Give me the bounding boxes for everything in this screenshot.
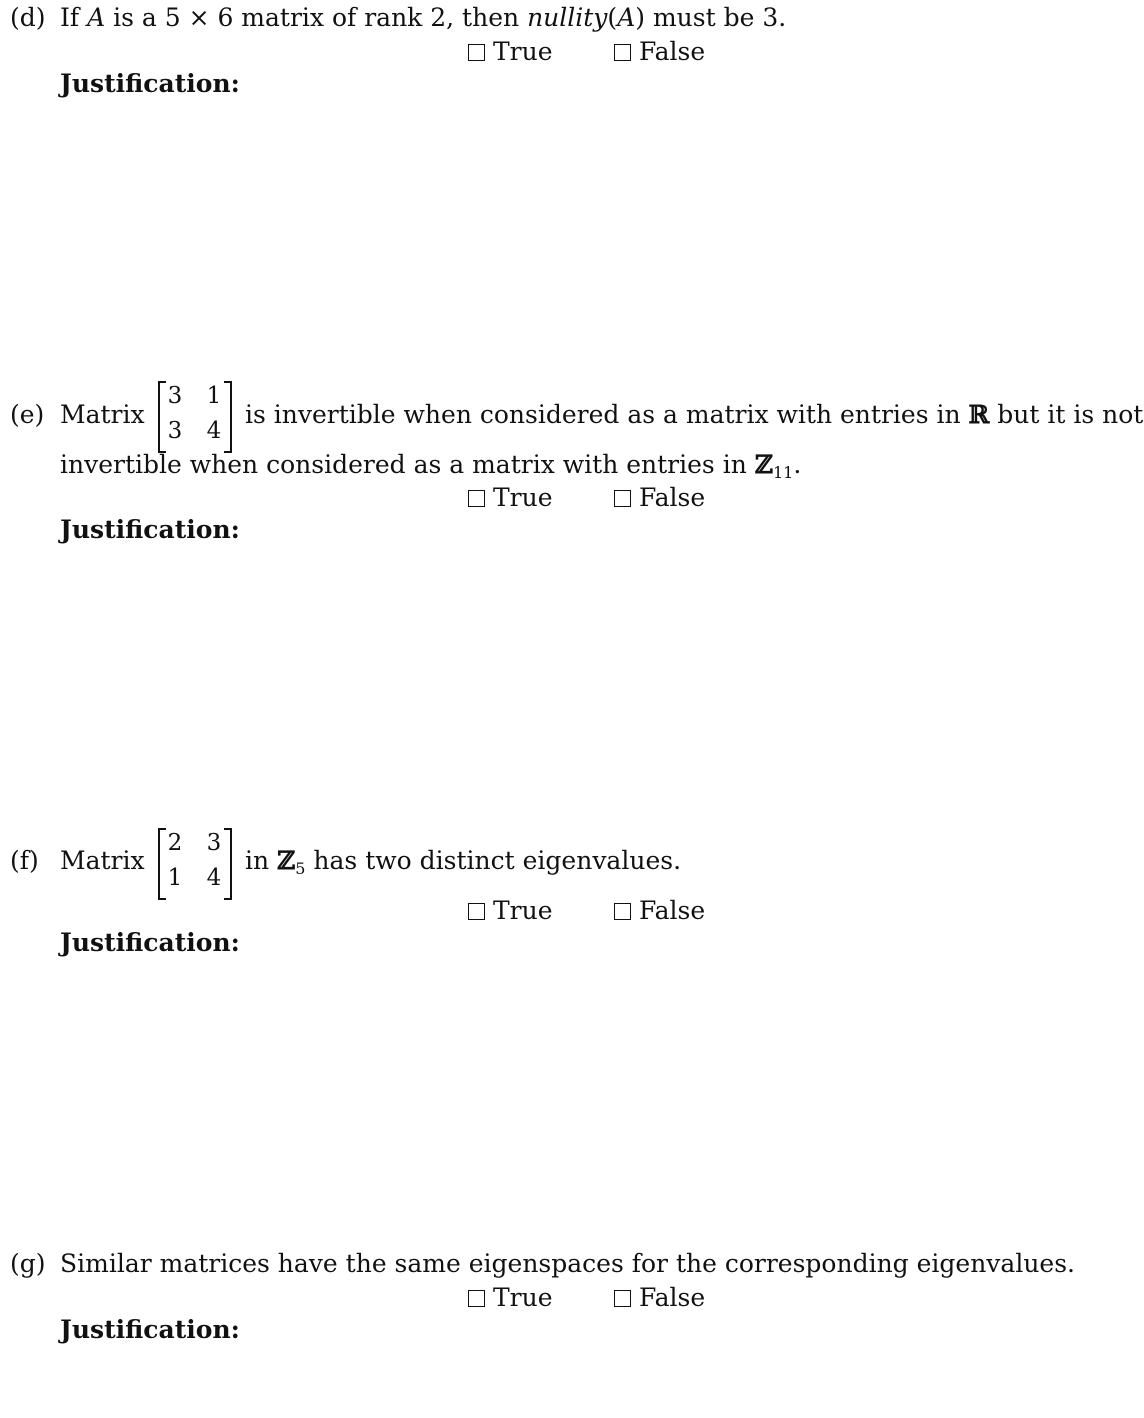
matrix-cell: 2 bbox=[167, 830, 183, 856]
justification-label: Justification: bbox=[60, 928, 240, 957]
false-checkbox[interactable] bbox=[614, 903, 631, 920]
justification-label: Justification: bbox=[60, 1315, 240, 1344]
true-option[interactable]: True bbox=[468, 1283, 553, 1313]
true-option[interactable]: True bbox=[468, 896, 553, 926]
false-checkbox[interactable] bbox=[614, 44, 631, 61]
justification-label: Justification: bbox=[60, 69, 240, 98]
matrix bbox=[158, 828, 232, 898]
matrix-cell: 4 bbox=[206, 418, 222, 444]
matrix-cell: 4 bbox=[206, 865, 222, 891]
matrix bbox=[158, 381, 232, 451]
question-text-line2: invertible when considered as a matrix with entries in ℤ$_{11}$. bbox=[60, 450, 802, 482]
false-checkbox[interactable] bbox=[614, 1290, 631, 1307]
true-checkbox[interactable] bbox=[468, 1290, 485, 1307]
matrix-cell: 3 bbox=[167, 418, 183, 444]
question-text: in ℤ$_5$ has two distinct eigenvalues. bbox=[245, 846, 682, 878]
matrix-cell: 1 bbox=[206, 383, 222, 409]
question-text: If A is a 5 × 6 matrix of rank 2, then nullity(A) must be 3. bbox=[60, 3, 787, 32]
false-option[interactable]: False bbox=[614, 483, 705, 513]
true-option[interactable]: True bbox=[468, 483, 553, 513]
false-option[interactable]: False bbox=[614, 1283, 705, 1313]
false-option[interactable]: False bbox=[614, 896, 705, 926]
right-bracket bbox=[224, 381, 232, 453]
matrix-word: Matrix bbox=[60, 846, 145, 875]
matrix-word: Matrix bbox=[60, 400, 145, 429]
question-label: (g) bbox=[10, 1249, 46, 1278]
question-label: (f) bbox=[10, 846, 39, 875]
matrix-cell: 3 bbox=[206, 830, 222, 856]
false-checkbox[interactable] bbox=[614, 490, 631, 507]
false-option[interactable]: False bbox=[614, 37, 705, 67]
true-checkbox[interactable] bbox=[468, 903, 485, 920]
question-label: (e) bbox=[10, 400, 45, 429]
matrix-cell: 3 bbox=[167, 383, 183, 409]
question-text: Similar matrices have the same eigenspaces for the corresponding eigenvalues. bbox=[60, 1249, 1076, 1278]
true-option[interactable]: True bbox=[468, 37, 553, 67]
true-checkbox[interactable] bbox=[468, 44, 485, 61]
justification-label: Justification: bbox=[60, 515, 240, 544]
matrix-cell: 1 bbox=[167, 865, 183, 891]
question-text: is invertible when considered as a matrix with entries in ℝ but it is not bbox=[245, 400, 1144, 429]
question-label: (d) bbox=[10, 3, 46, 32]
right-bracket bbox=[224, 828, 232, 900]
true-checkbox[interactable] bbox=[468, 490, 485, 507]
